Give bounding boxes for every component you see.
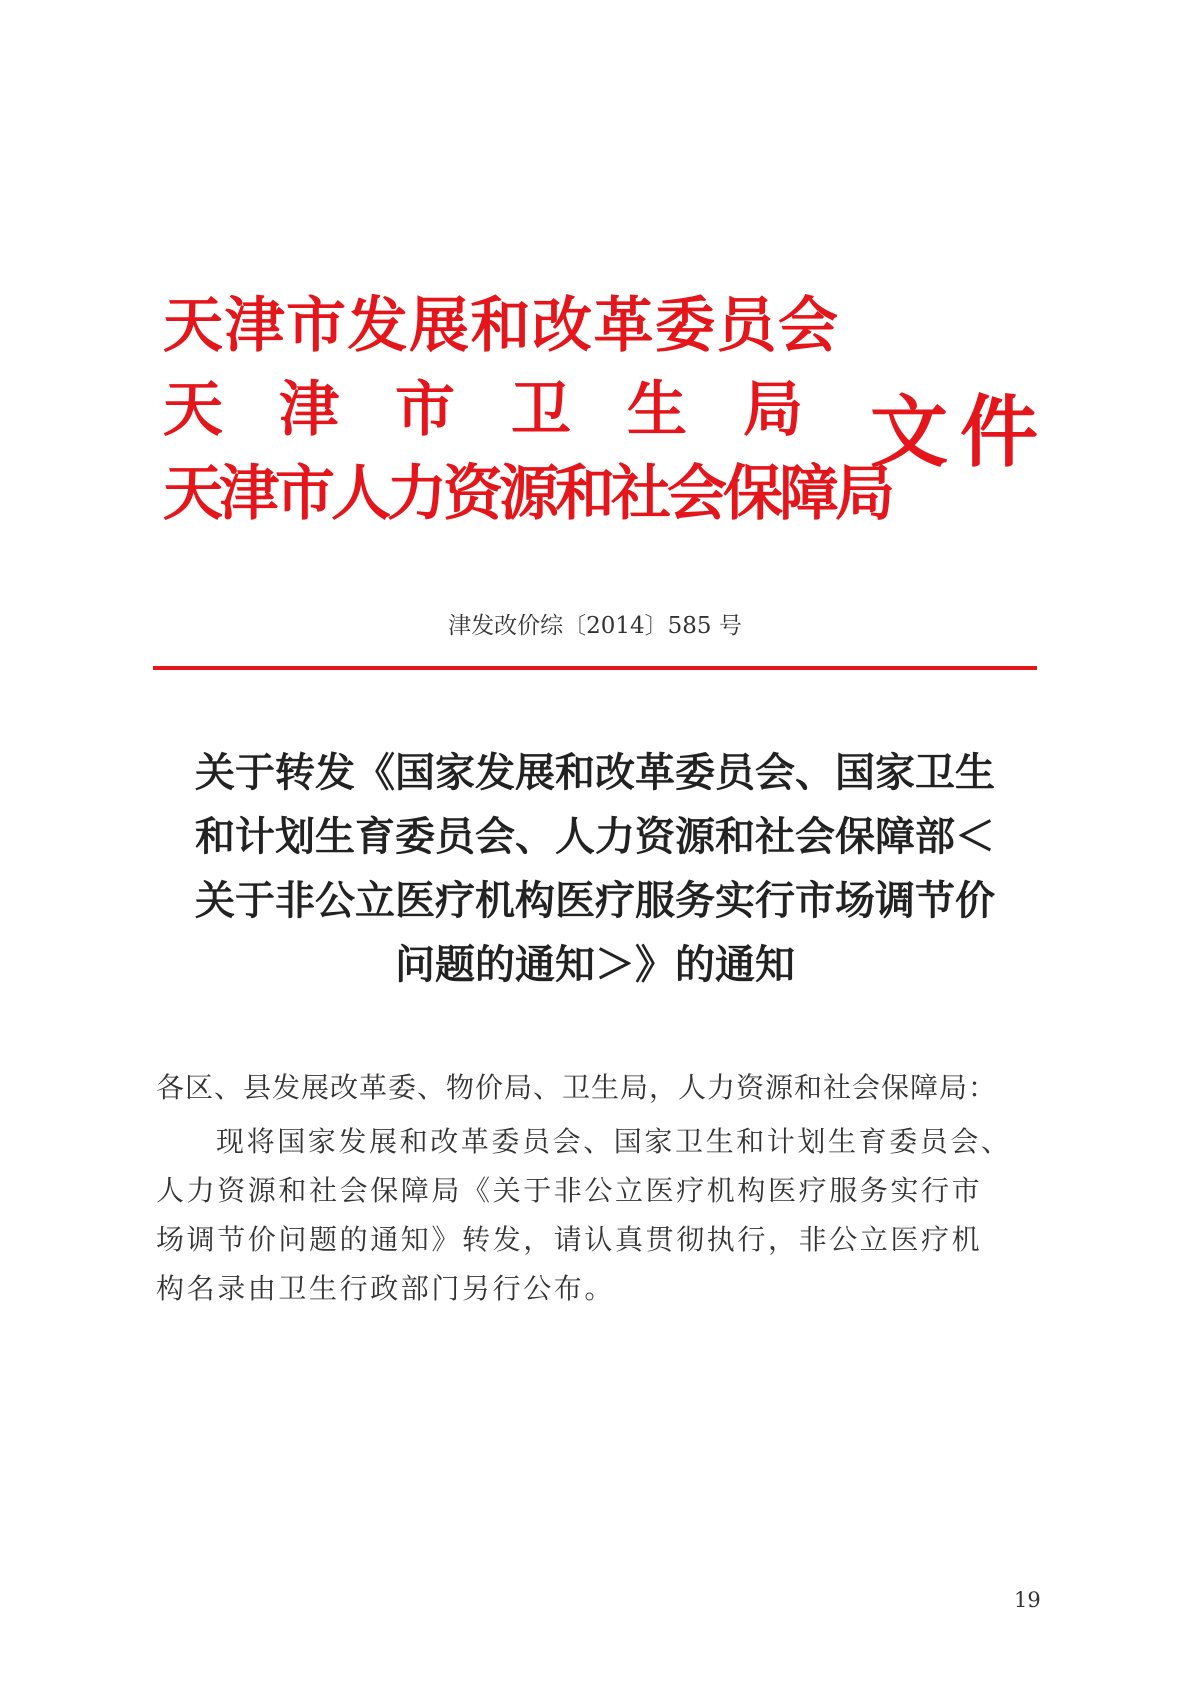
body-line: 现将国家发展和改革委员会、国家卫生和计划生育委员会、 <box>216 1125 1012 1158</box>
document-title <box>150 741 1040 997</box>
title-line: 关于非公立医疗机构医疗服务实行市场调节价 <box>195 878 995 924</box>
page-number: 19 <box>1014 1588 1041 1612</box>
body-line: 场调节价问题的通知》转发，请认真贯彻执行，非公立医疗机 <box>156 1223 983 1256</box>
body-line: 人力资源和社会保障局《关于非公立医疗机构医疗服务实行市 <box>156 1174 983 1207</box>
addressee: 各区、县发展改革委、物价局、卫生局，人力资源和社会保障局： <box>156 1071 998 1104</box>
agency-line-2: 天津市卫生局 <box>163 375 859 445</box>
agency-line-1: 天津市发展和改革委员会 <box>163 291 840 361</box>
document-number: 津发改价综〔2014〕585 号 <box>448 613 742 639</box>
body-paragraph <box>156 1117 1044 1313</box>
title-line: 关于转发《国家发展和改革委员会、国家卫生 <box>195 750 995 796</box>
red-divider <box>153 666 1037 670</box>
title-line: 问题的通知＞》的通知 <box>395 942 795 988</box>
document-suffix: 文件 <box>870 388 1051 478</box>
body-line: 构名录由卫生行政部门另行公布。 <box>156 1272 616 1305</box>
title-line: 和计划生育委员会、人力资源和社会保障部＜ <box>195 814 995 860</box>
agency-line-3: 天津市人力资源和社会保障局 <box>163 459 891 529</box>
